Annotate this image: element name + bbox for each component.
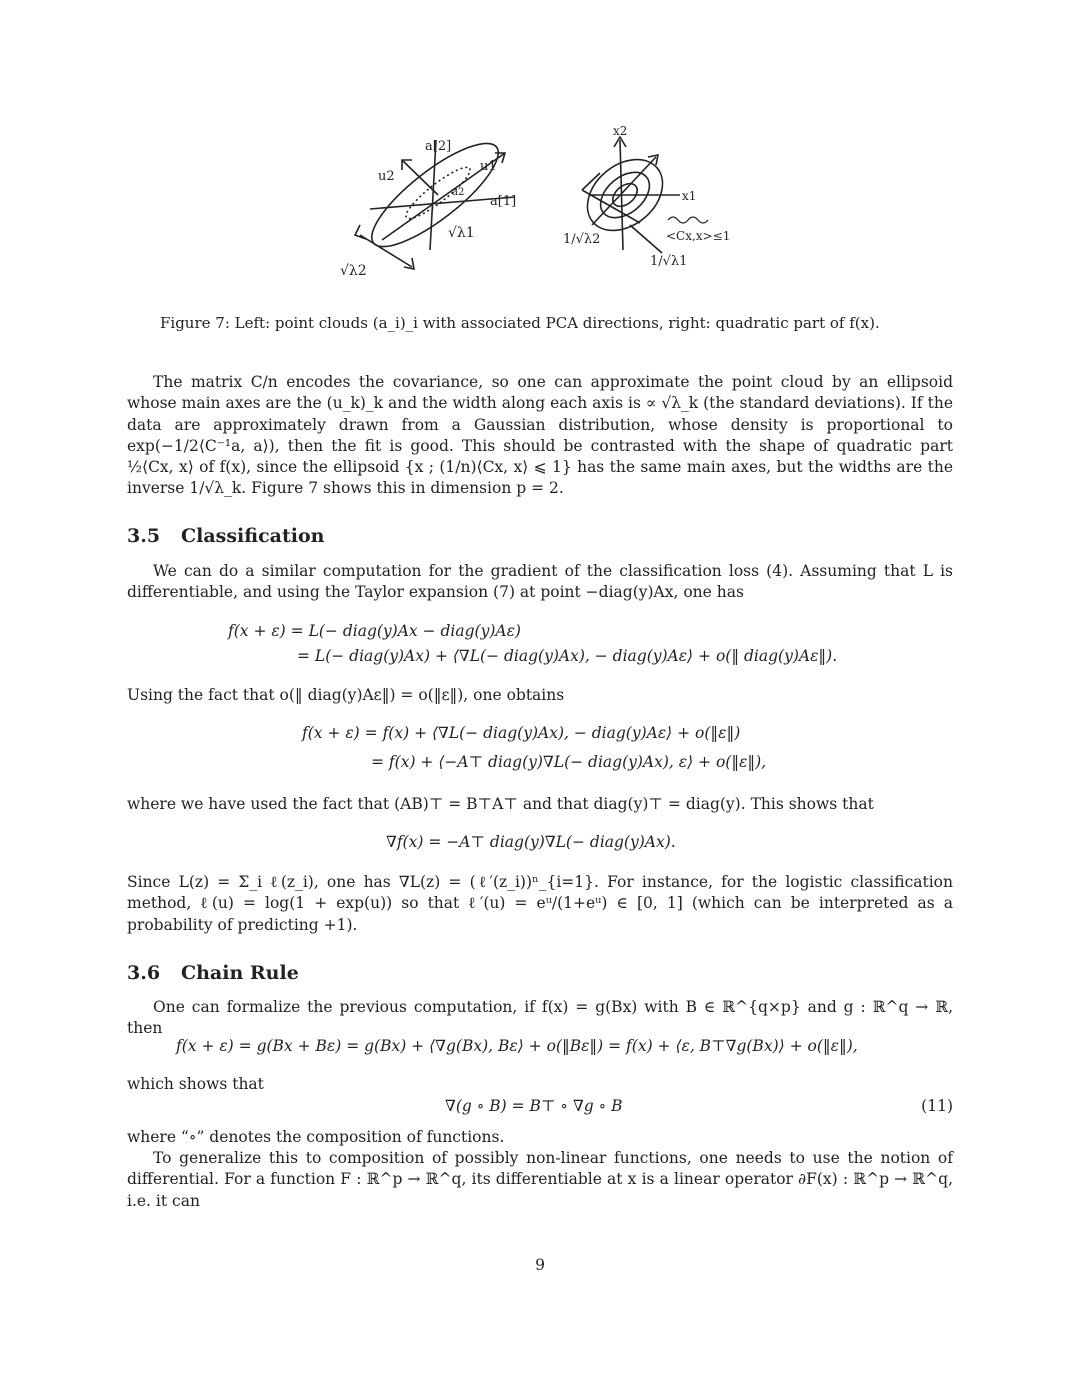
- equation-gradient-f: ∇f(x) = −A⊤ diag(y)∇L(− diag(y)Ax).: [386, 833, 676, 851]
- equation-2-line-1: f(x + ε) = f(x) + ⟨∇L(− diag(y)Ax), − diag(y)Aε⟩ + o(‖ε‖): [302, 724, 741, 742]
- equation-number-11: (11): [921, 1097, 953, 1115]
- paragraph-logistic: Since L(z) = Σ_i ℓ(z_i), one has ∇L(z) = (ℓ′(z_i))ⁿ_{i=1}. For instance, for the logistic classification method, ℓ(u) = log(1 + exp(u)) so that ℓ′(u) = eᵘ/(1+eᵘ) ∈ [0, 1] (which can be interpreted as a probability of predicting +1).: [127, 873, 953, 934]
- section-title: Chain Rule: [181, 962, 299, 984]
- equation-chain-expansion: f(x + ε) = g(Bx + Bε) = g(Bx) + ⟨∇g(Bx), Bε⟩ + o(‖Bε‖) = f(x) + ⟨ε, B⊤∇g(Bx)⟩ + o(‖ε‖),: [176, 1037, 858, 1055]
- equation-2-line-2: = f(x) + ⟨−A⊤ diag(y)∇L(− diag(y)Ax), ε⟩ + o(‖ε‖),: [371, 753, 767, 771]
- paragraph-which-shows: which shows that: [127, 1075, 264, 1093]
- section-heading-3-5: [127, 525, 324, 547]
- paragraph-covariance: The matrix C/n encodes the covariance, so one can approximate the point cloud by an ellipsoid whose main axes are the (u_k)_k and the width along each axis is ∝ √λ_k (the standard deviations). If the data are approximately drawn from a Gaussian distribution, whose density is proportional to exp(−1/2⟨C⁻¹a, a⟩), then the fit is good. This should be contrasted with the shape of quadratic part ½⟨Cx, x⟩ of f(x), since the ellipsoid {x ; (1/n)⟨Cx, x⟩ ⩽ 1} has the same main axes, but the widths are the inverse 1/√λ_k. Figure 7 shows this in dimension p = 2.: [127, 373, 953, 498]
- label-ellipsoid: <Cx,x>≤1: [666, 229, 731, 243]
- left-sketch-point-cloud: [340, 128, 516, 279]
- page-number: 9: [535, 1256, 545, 1274]
- label-u1: u1: [480, 159, 497, 174]
- paragraph-using-fact: Using the fact that o(‖ diag(y)Aε‖) = o(‖ε‖), one obtains: [127, 686, 565, 704]
- label-inv-sqrt-lambda1: 1/√λ1: [650, 254, 688, 269]
- label-sqrt-lambda1: √λ1: [448, 225, 475, 241]
- paragraph-classification-intro: We can do a similar computation for the gradient of the classification loss (4). Assuming that L is differentiable, and using the Taylor expansion (7) at point −diag(y)Ax, one has: [127, 562, 953, 602]
- label-inv-sqrt-lambda2: 1/√λ2: [563, 232, 601, 247]
- label-a1-axis: a[1]: [490, 194, 517, 209]
- label-x2: x2: [613, 125, 628, 138]
- section-number: 3.5: [127, 525, 161, 547]
- label-a2-point: a2: [452, 187, 465, 198]
- label-u2: u2: [378, 169, 395, 184]
- paragraph-composition: where “∘” denotes the composition of functions.: [127, 1128, 505, 1146]
- equation-1-line-1: f(x + ε) = L(− diag(y)Ax − diag(y)Aε): [228, 622, 521, 640]
- equation-1-line-2: = L(− diag(y)Ax) + ⟨∇L(− diag(y)Ax), − diag(y)Aε⟩ + o(‖ diag(y)Aε‖).: [297, 647, 838, 665]
- section-number: 3.6: [127, 962, 161, 984]
- right-sketch-quadratic-part: [563, 125, 730, 269]
- label-x1: x1: [682, 189, 697, 203]
- label-a2-axis: a[2]: [425, 139, 452, 154]
- section-heading-3-6: [127, 962, 299, 984]
- paragraph-differential: To generalize this to composition of possibly non-linear functions, one needs to use the notion of differential. For a function F : ℝ^p → ℝ^q, its differentiable at x is a linear operator ∂F(x) : ℝ^p → ℝ^q, i.e. it can: [127, 1149, 953, 1210]
- paragraph-chain-rule-intro: One can formalize the previous computation, if f(x) = g(Bx) with B ∈ ℝ^{q×p} and g : ℝ^q → ℝ, then: [127, 998, 953, 1038]
- section-title: Classification: [181, 525, 325, 547]
- label-sqrt-lambda2: √λ2: [340, 263, 367, 279]
- figure-7: [330, 125, 770, 290]
- paragraph-transpose: where we have used the fact that (AB)⊤ = B⊤A⊤ and that diag(y)⊤ = diag(y). This shows that: [127, 795, 874, 813]
- figure-caption: Figure 7: Left: point clouds (a_i)_i with associated PCA directions, right: quadratic part of f(x).: [160, 314, 880, 332]
- equation-11: ∇(g ∘ B) = B⊤ ∘ ∇g ∘ B: [445, 1097, 623, 1115]
